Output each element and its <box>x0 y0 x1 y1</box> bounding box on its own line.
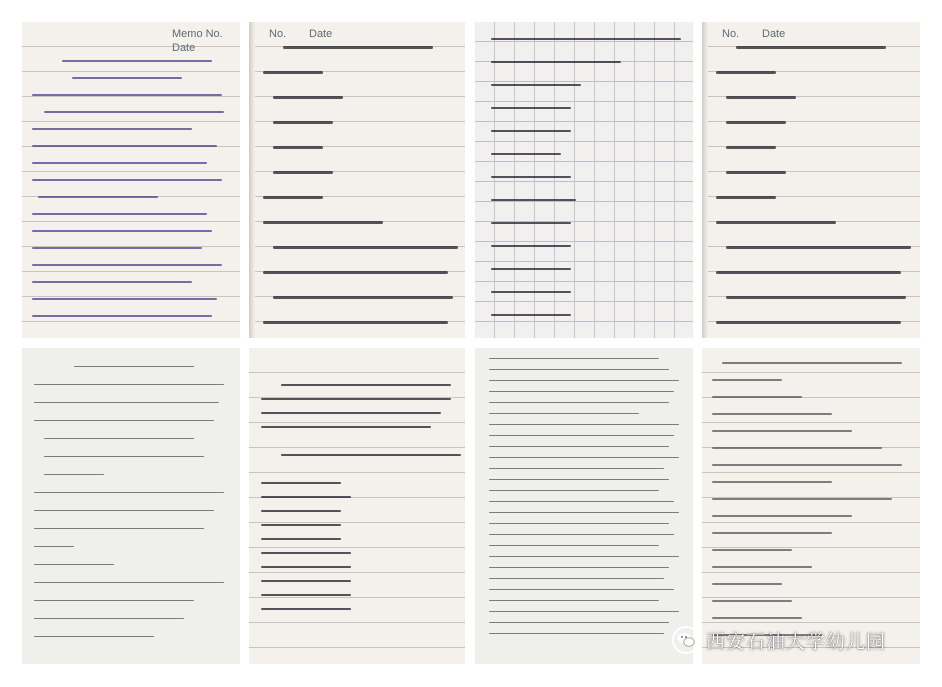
handwritten-line <box>491 245 571 247</box>
handwritten-line <box>491 130 571 132</box>
handwritten-line <box>489 578 664 579</box>
handwritten-line <box>32 247 202 249</box>
handwritten-line <box>32 298 217 300</box>
photo-tile-5 <box>22 348 240 664</box>
photo-tile-2 <box>249 22 465 338</box>
handwritten-line <box>44 111 224 113</box>
no-label: No. <box>269 28 287 40</box>
handwritten-line <box>62 60 212 62</box>
handwritten-line <box>716 71 776 74</box>
handwritten-line <box>491 84 581 86</box>
handwritten-line <box>712 481 832 483</box>
handwritten-line <box>261 580 351 582</box>
handwritten-line <box>32 230 212 232</box>
handwritten-line <box>34 600 194 601</box>
handwritten-line <box>489 589 674 590</box>
handwritten-line <box>34 546 74 547</box>
handwritten-line <box>263 321 448 324</box>
handwritten-line <box>712 583 782 585</box>
handwritten-line <box>726 296 906 299</box>
handwritten-line <box>34 420 214 421</box>
handwritten-line <box>489 523 669 524</box>
handwritten-line <box>263 221 383 224</box>
handwritten-line <box>736 46 886 49</box>
wechat-icon <box>672 626 700 654</box>
handwritten-line <box>273 96 343 99</box>
handwritten-line <box>489 622 669 623</box>
handwritten-line <box>489 534 674 535</box>
handwritten-line <box>489 391 674 392</box>
handwritten-line <box>261 524 341 526</box>
handwritten-line <box>491 314 571 316</box>
handwritten-line <box>489 369 669 370</box>
handwritten-line <box>44 438 194 439</box>
handwritten-line <box>44 456 204 457</box>
handwritten-line <box>489 501 674 502</box>
handwritten-line <box>34 402 219 403</box>
handwritten-line <box>726 121 786 124</box>
handwritten-line <box>34 618 184 619</box>
handwritten-line <box>273 171 333 174</box>
handwritten-line <box>261 594 351 596</box>
handwritten-line <box>273 296 453 299</box>
handwritten-line <box>263 196 323 199</box>
handwritten-line <box>716 196 776 199</box>
handwritten-line <box>34 582 224 583</box>
handwritten-line <box>491 199 576 201</box>
handwritten-line <box>34 384 224 385</box>
handwritten-line <box>726 246 911 249</box>
handwritten-line <box>489 611 679 612</box>
photo-tile-6 <box>249 348 465 664</box>
handwritten-line <box>716 321 901 324</box>
handwritten-line <box>491 153 561 155</box>
handwritten-line <box>273 146 323 149</box>
photo-tile-4 <box>702 22 920 338</box>
handwritten-line <box>712 464 902 466</box>
handwritten-line <box>32 128 192 130</box>
handwritten-line <box>489 600 659 601</box>
handwritten-line <box>32 162 207 164</box>
handwritten-line <box>491 176 571 178</box>
handwritten-line <box>726 96 796 99</box>
photo-tile-1 <box>22 22 240 338</box>
handwritten-line <box>712 617 802 619</box>
memo-no-label: Memo No. <box>172 28 223 40</box>
handwritten-line <box>34 492 224 493</box>
handwritten-line <box>712 515 852 517</box>
handwritten-line <box>712 396 802 398</box>
watermark <box>672 626 886 654</box>
photo-tile-7 <box>475 348 693 664</box>
handwritten-line <box>38 196 158 198</box>
handwritten-line <box>489 556 679 557</box>
handwritten-line <box>261 608 351 610</box>
handwritten-line <box>712 498 892 500</box>
handwritten-line <box>712 600 792 602</box>
handwritten-line <box>716 221 836 224</box>
handwritten-line <box>273 246 458 249</box>
handwritten-line <box>716 271 901 274</box>
handwritten-line <box>34 510 214 511</box>
handwritten-line <box>261 552 351 554</box>
handwritten-line <box>489 479 669 480</box>
handwritten-line <box>44 474 104 475</box>
handwritten-line <box>261 482 341 484</box>
handwritten-line <box>261 566 351 568</box>
handwritten-line <box>489 457 679 458</box>
handwritten-line <box>74 366 194 367</box>
no-label: No. <box>722 28 740 40</box>
handwritten-line <box>261 538 341 540</box>
handwritten-line <box>489 490 659 491</box>
date-label: Date <box>762 28 786 40</box>
handwritten-line <box>712 413 832 415</box>
handwritten-line <box>712 566 812 568</box>
handwritten-line <box>489 358 659 359</box>
handwritten-line <box>32 281 192 283</box>
handwritten-line <box>72 77 182 79</box>
handwritten-line <box>273 121 333 124</box>
handwritten-line <box>489 468 664 469</box>
handwritten-line <box>712 447 882 449</box>
handwritten-line <box>261 412 441 414</box>
handwritten-line <box>489 424 679 425</box>
handwritten-line <box>491 38 681 40</box>
handwritten-line <box>283 46 433 49</box>
handwritten-line <box>261 496 351 498</box>
handwritten-line <box>281 384 451 386</box>
handwritten-line <box>491 291 571 293</box>
handwritten-line <box>261 510 341 512</box>
handwritten-line <box>489 545 659 546</box>
memo-date-label: Date <box>172 42 196 54</box>
handwritten-line <box>263 71 323 74</box>
photo-tile-8 <box>702 348 920 664</box>
handwritten-line <box>489 413 639 414</box>
handwritten-line <box>712 379 782 381</box>
handwritten-line <box>489 380 679 381</box>
handwritten-line <box>281 454 461 456</box>
handwritten-line <box>491 61 621 63</box>
handwritten-line <box>32 213 207 215</box>
handwritten-line <box>32 145 217 147</box>
handwritten-line <box>489 402 669 403</box>
handwritten-line <box>32 179 222 181</box>
handwritten-line <box>489 435 674 436</box>
handwritten-line <box>491 222 571 224</box>
handwritten-line <box>712 532 832 534</box>
handwritten-line <box>261 426 431 428</box>
handwritten-line <box>712 549 792 551</box>
handwritten-line <box>34 528 204 529</box>
watermark-text: 西安石油大学幼儿园 <box>706 630 887 653</box>
handwritten-line <box>712 430 852 432</box>
handwritten-line <box>726 146 776 149</box>
handwritten-line <box>263 271 448 274</box>
handwritten-line <box>489 567 669 568</box>
handwritten-line <box>34 636 154 637</box>
handwritten-line <box>489 512 679 513</box>
handwritten-line <box>32 315 212 317</box>
date-label: Date <box>309 28 333 40</box>
handwritten-line <box>722 362 902 364</box>
handwritten-line <box>32 94 222 96</box>
photo-tile-3 <box>475 22 693 338</box>
handwritten-line <box>489 633 664 634</box>
handwritten-line <box>491 107 571 109</box>
handwritten-line <box>489 446 669 447</box>
handwritten-line <box>32 264 222 266</box>
handwritten-line <box>34 564 114 565</box>
handwritten-line <box>491 268 571 270</box>
handwritten-line <box>726 171 786 174</box>
handwritten-line <box>261 398 451 400</box>
